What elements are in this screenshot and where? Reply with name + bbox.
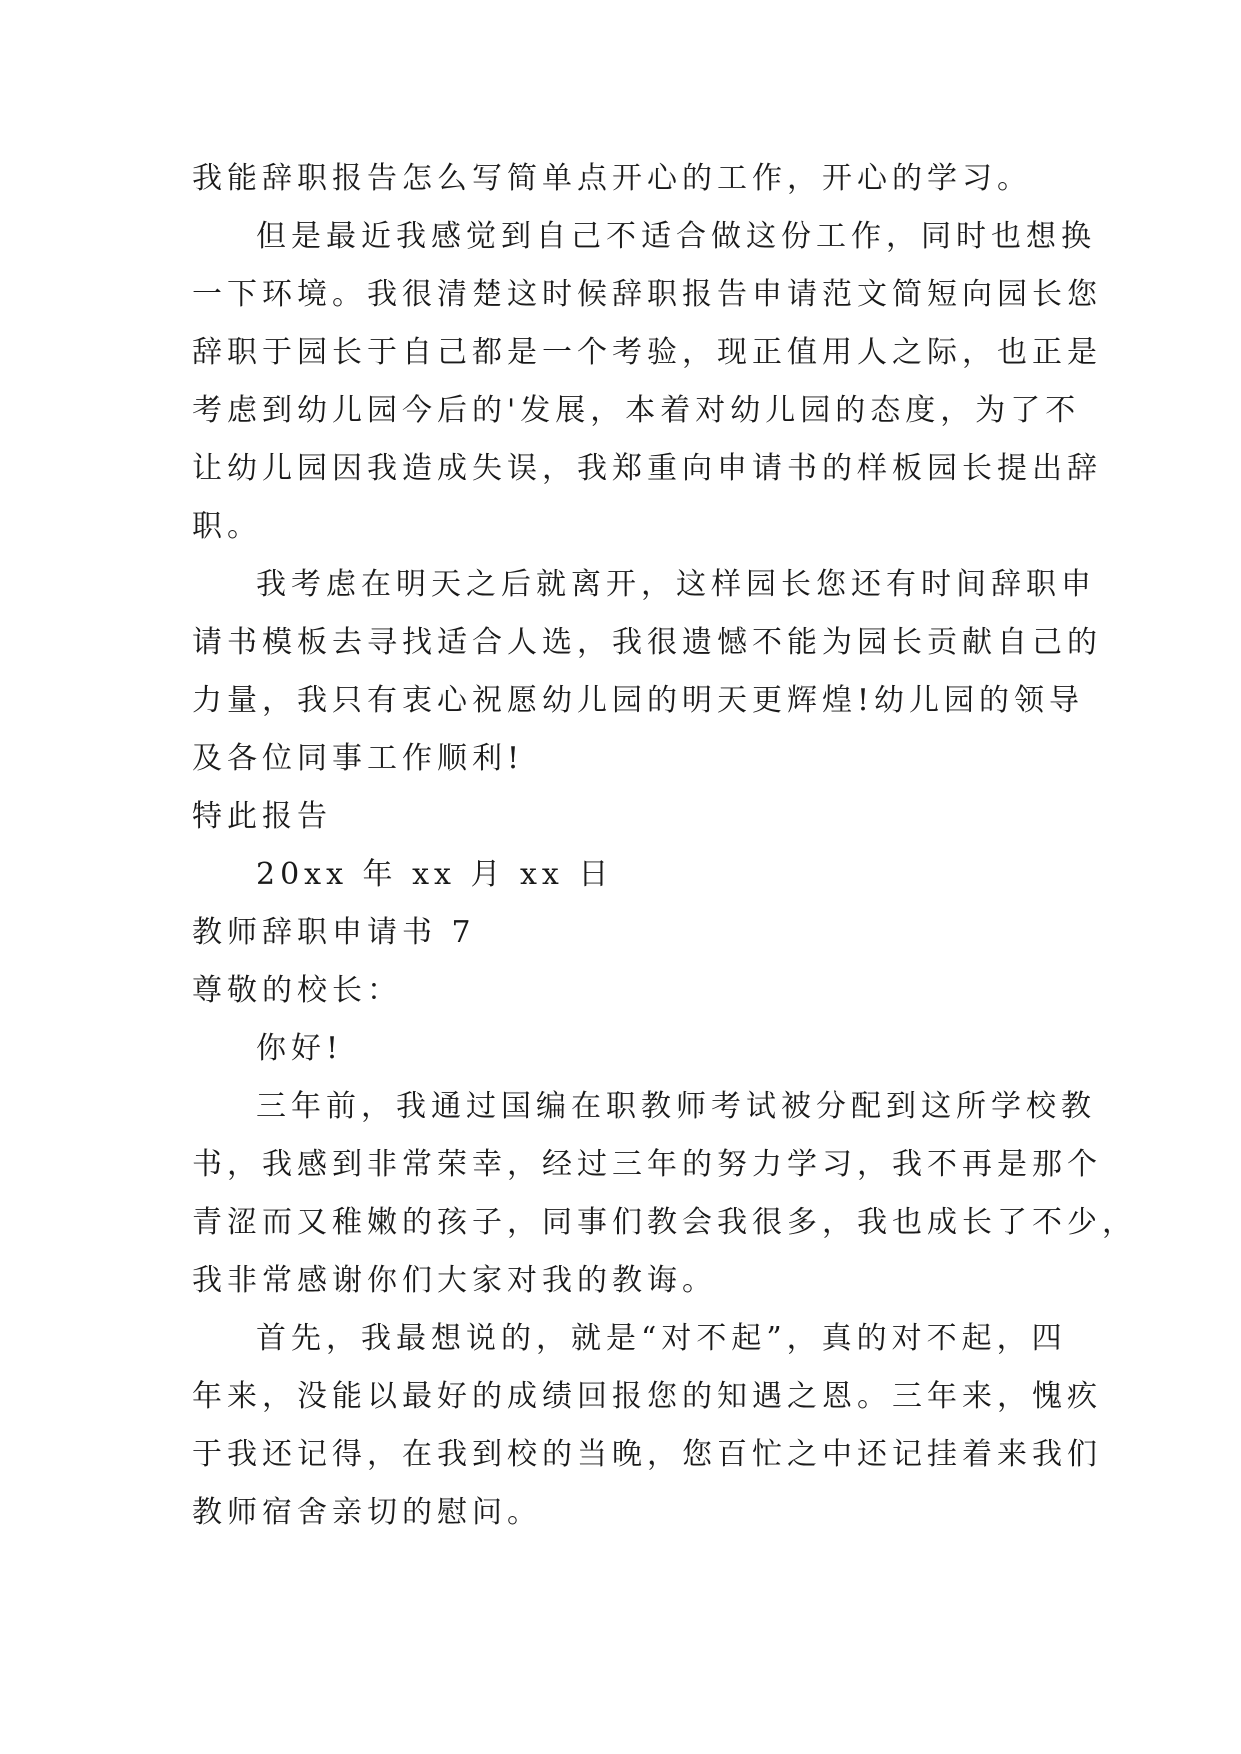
- closing-text: 特此报告: [192, 799, 332, 834]
- text-line: 我能辞职报告怎么写简单点开心的工作，开心的学习。: [192, 161, 1032, 196]
- document-page: [192, 150, 1137, 1542]
- text-line: 年来，没能以最好的成绩回报您的知遇之恩。三年来，愧疚: [192, 1379, 1102, 1414]
- section-title: 教师辞职申请书 7: [192, 915, 476, 950]
- text-line: 三年前，我通过国编在职教师考试被分配到这所学校教: [256, 1089, 1096, 1124]
- text-line: 考虑到幼儿园今后的'发展，本着对幼儿园的态度，为了不: [192, 393, 1081, 428]
- text-line: 请书模板去寻找适合人选，我很遗憾不能为园长贡献自己的: [192, 625, 1102, 660]
- text-line: 但是最近我感觉到自己不适合做这份工作，同时也想换: [256, 219, 1096, 254]
- text-line: 首先，我最想说的，就是“对不起”，真的对不起，四: [256, 1321, 1067, 1356]
- text-line: 职。: [192, 509, 262, 544]
- date-line: 20xx 年 xx 月 xx 日: [256, 857, 614, 892]
- text-line: 辞职于园长于自己都是一个考验，现正值用人之际，也正是: [192, 335, 1102, 370]
- text-line: 书，我感到非常荣幸，经过三年的努力学习，我不再是那个: [192, 1147, 1102, 1182]
- text-line: 我考虑在明天之后就离开，这样园长您还有时间辞职申: [256, 567, 1096, 602]
- text-line: 我非常感谢你们大家对我的教诲。: [192, 1263, 717, 1298]
- text-line: 力量，我只有衷心祝愿幼儿园的明天更辉煌!幼儿园的领导: [192, 683, 1085, 718]
- salutation: 尊敬的校长：: [192, 973, 402, 1008]
- text-line: 教师宿舍亲切的慰问。: [192, 1495, 542, 1530]
- text-line: 一下环境。我很清楚这时候辞职报告申请范文简短向园长您: [192, 277, 1102, 312]
- text-line: 青涩而又稚嫩的孩子，同事们教会我很多，我也成长了不少，: [192, 1205, 1137, 1240]
- text-line: 于我还记得，在我到校的当晚，您百忙之中还记挂着来我们: [192, 1437, 1102, 1472]
- text-line: 让幼儿园因我造成失误，我郑重向申请书的样板园长提出辞: [192, 451, 1102, 486]
- text-line: 及各位同事工作顺利!: [192, 741, 525, 776]
- greeting: 你好!: [256, 1031, 344, 1066]
